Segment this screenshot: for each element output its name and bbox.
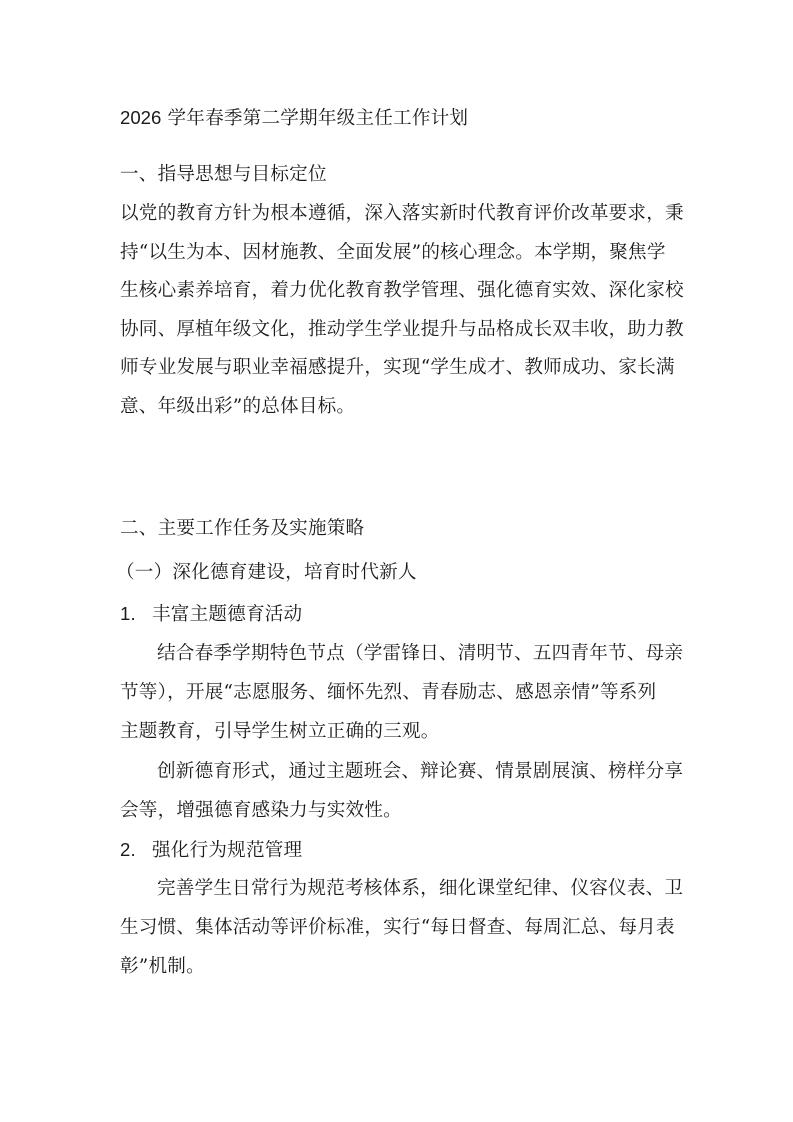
section1-line: 生核心素养培育，着力优化教育教学管理、强化德育实效、深化家校 [120, 280, 684, 301]
list-item-1-heading [120, 602, 302, 627]
list-item-label: 强化行为规范管理 [152, 840, 303, 861]
list-item-label: 丰富主题德育活动 [152, 604, 303, 625]
paragraph-line: 完善学生日常行为规范考核体系，细化课堂纪律、仪容仪表、卫 [157, 878, 684, 899]
section1-line: 意、年级出彩”的总体目标。 [120, 396, 356, 417]
document-title [120, 106, 468, 131]
section2-subheading: （一）深化德育建设，培育时代新人 [116, 562, 417, 583]
section1-line: 以党的教育方针为根本遵循，深入落实新时代教育评价改革要求，秉 [120, 203, 684, 224]
paragraph-line: 会等，增强德育感染力与实效性。 [120, 800, 402, 821]
paragraph-line: 节等），开展“志愿服务、缅怀先烈、青春励志、感恩亲情”等系列 [120, 682, 657, 703]
paragraph-line: 生习惯、集体活动等评价标准，实行“每日督查、每周汇总、每月表 [120, 917, 675, 938]
paragraph-line: 创新德育形式，通过主题班会、辩论赛、情景剧展演、榜样分享 [157, 761, 684, 782]
section1-line: 持“以生为本、因材施教、全面发展”的核心理念。本学期，聚焦学 [120, 242, 666, 263]
title-year: 2026 [120, 107, 162, 128]
list-item-number: 1. [120, 603, 136, 624]
list-item-2-heading [120, 838, 302, 863]
section2-heading: 二、主要工作任务及实施策略 [120, 518, 365, 539]
section1-heading: 一、指导思想与目标定位 [120, 164, 327, 185]
title-text: 学年春季第二学期年级主任工作计划 [167, 108, 469, 129]
paragraph-line: 主题教育，引导学生树立正确的三观。 [120, 721, 440, 742]
paragraph-line: 彰”机制。 [120, 956, 205, 977]
list-item-number: 2. [120, 839, 136, 860]
section1-line: 师专业发展与职业幸福感提升，实现“学生成才、教师成功、家长满 [120, 357, 675, 378]
section1-line: 协同、厚植年级文化，推动学生学业提升与品格成长双丰收，助力教 [120, 319, 684, 340]
paragraph-line: 结合春季学期特色节点（学雷锋日、清明节、五四青年节、母亲 [157, 643, 684, 664]
